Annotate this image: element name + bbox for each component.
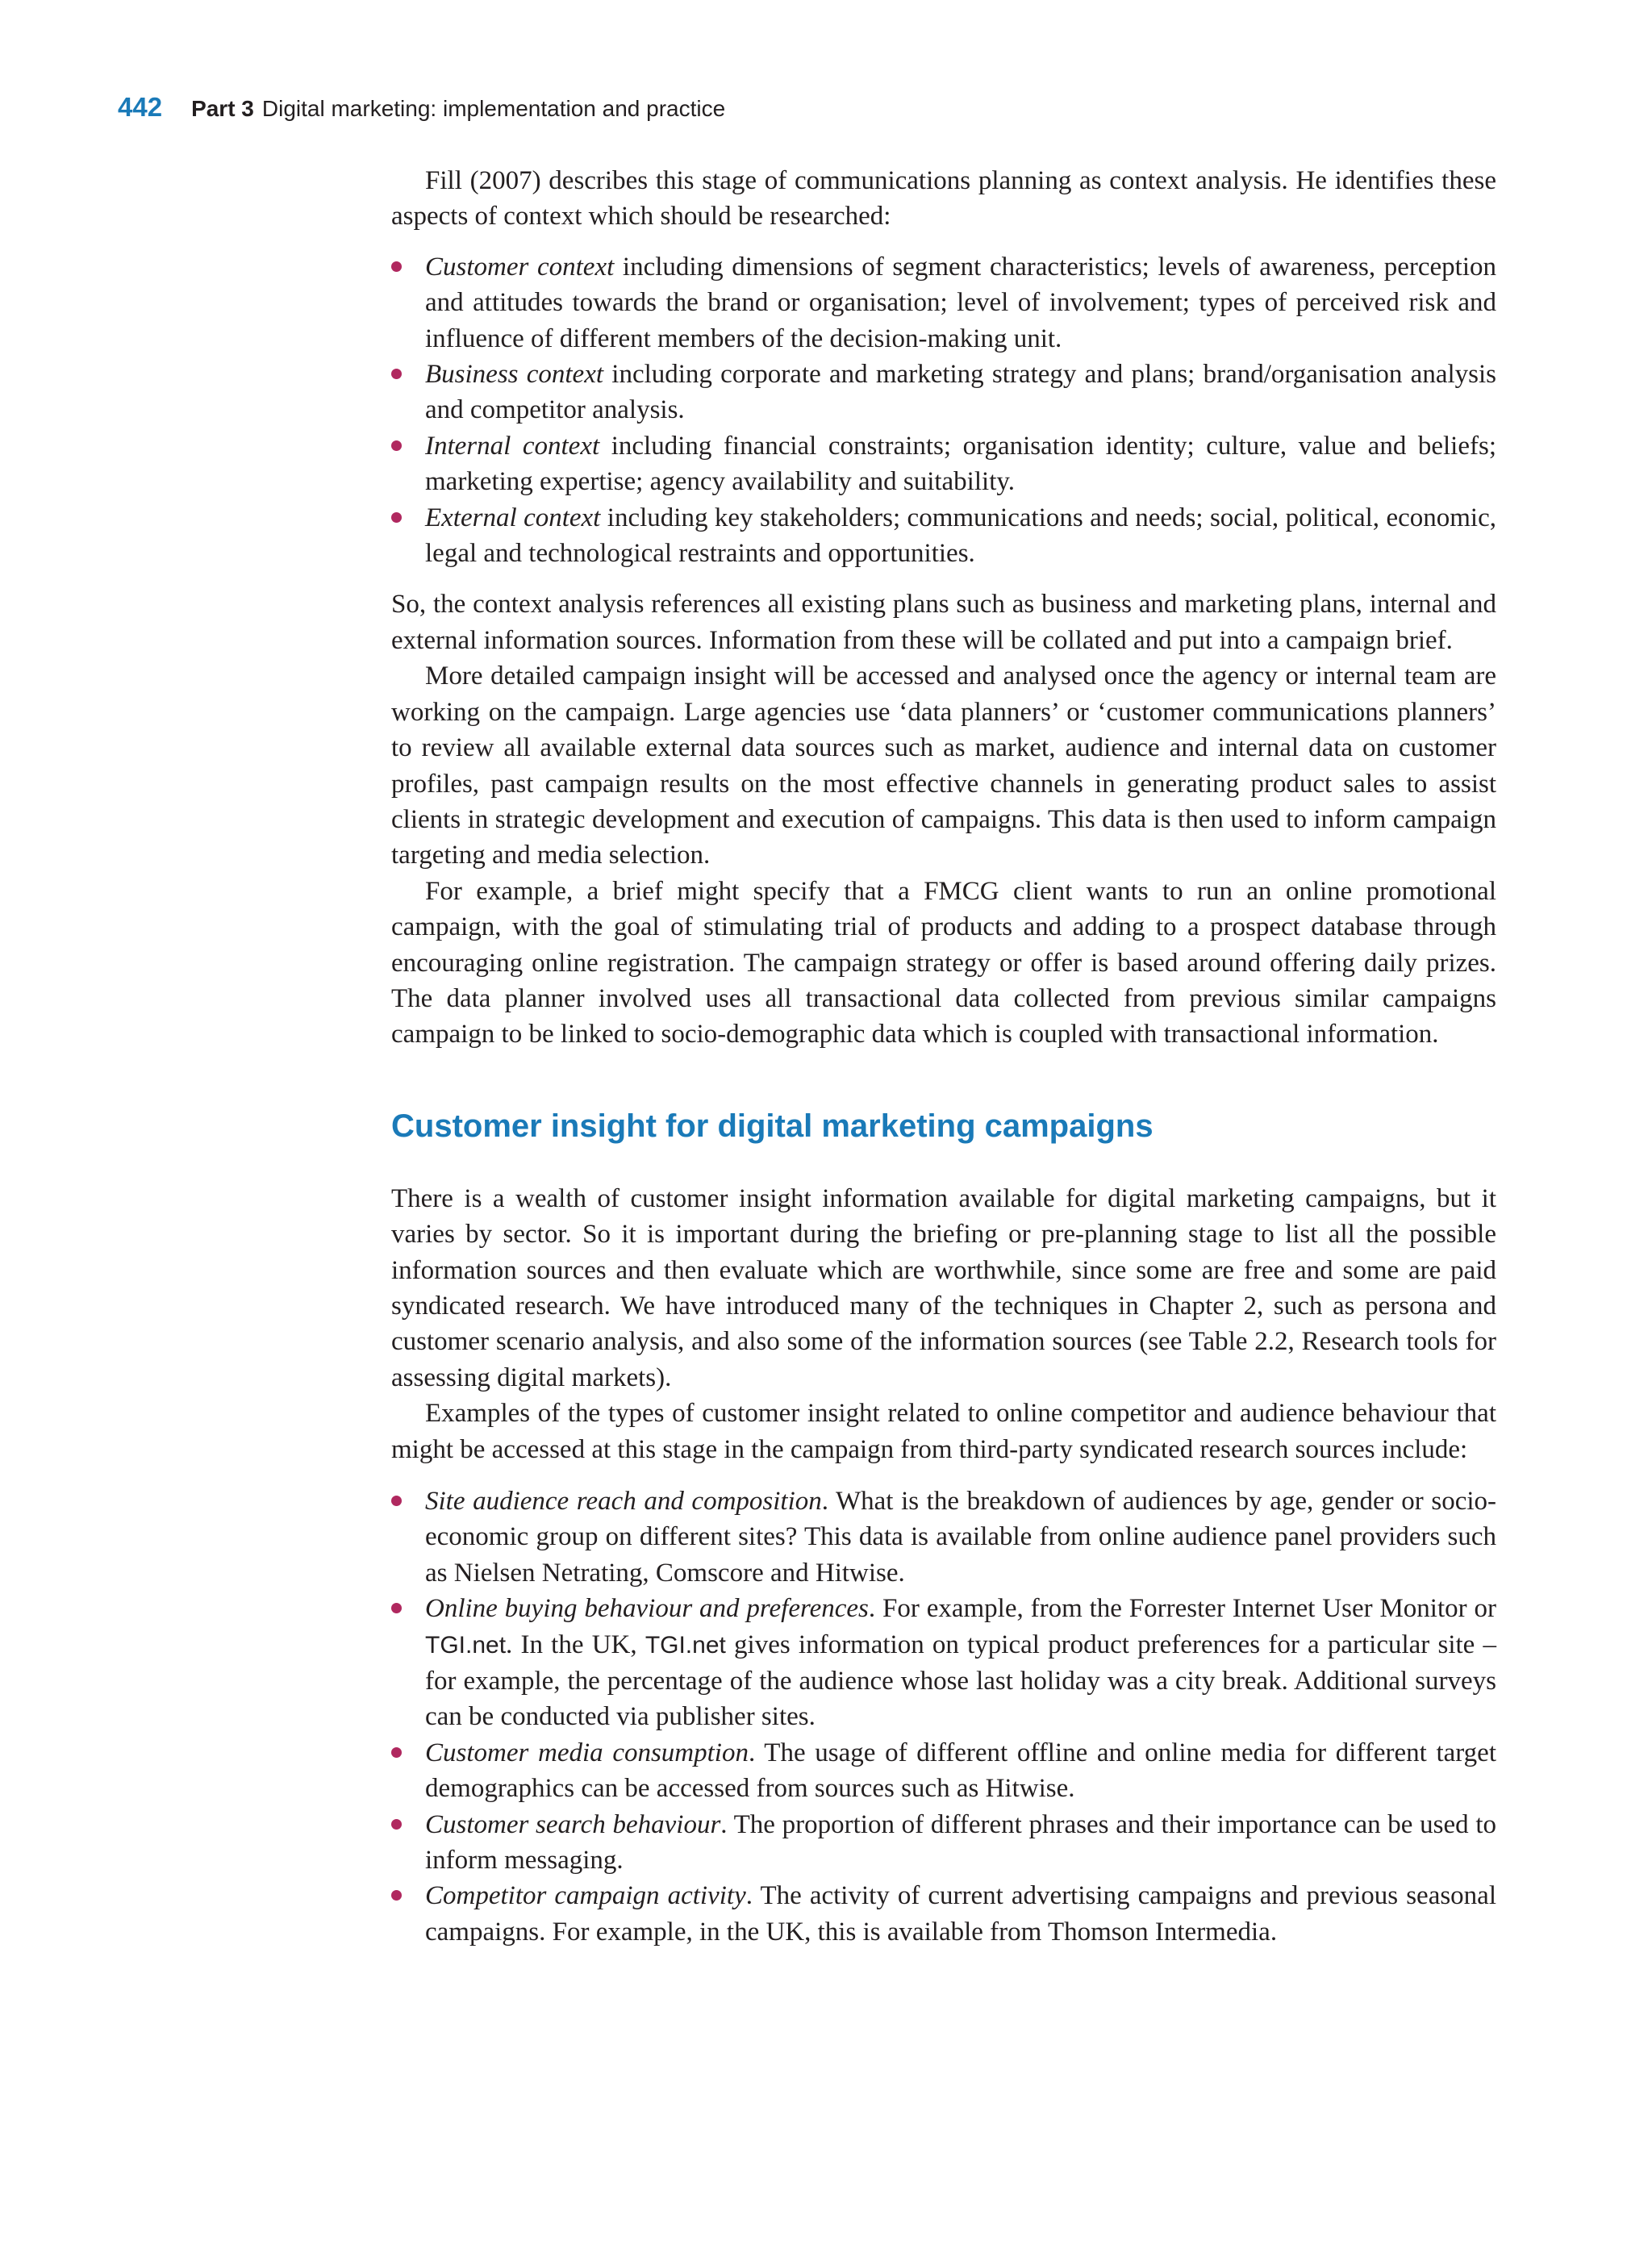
bullet-icon xyxy=(391,1890,402,1901)
list-item-text: . The usage of different offline and online media for different target demographics can be accessed from sources such as Hitwise. xyxy=(425,1738,1496,1804)
bullet-icon xyxy=(391,1819,402,1830)
bullet-icon xyxy=(391,261,402,272)
section-heading: Customer insight for digital marketing campaigns xyxy=(391,1108,1153,1144)
bullet-icon xyxy=(391,512,402,523)
insight-examples-paragraph: Examples of the types of customer insight related to online competitor and audience behaviour that might be accessed at this stage in the campaign from third-party syndicated research sources include: xyxy=(391,1399,1496,1464)
list-item-text: gives information on typical product preferences for a particular site – for example, the percentage of the audience whose last holiday was a city break. Additional surveys can be conducted via publisher sites. xyxy=(425,1630,1497,1732)
bullet-icon xyxy=(391,369,402,379)
part-title: Digital marketing: implementation and practice xyxy=(261,96,726,121)
list-item-text: . What is the breakdown of audiences by age, gender or socio-economic group on different sites? This data is available from online audience panel providers such as Nielsen Netrating, Comscore and Hitwise. xyxy=(425,1487,1496,1588)
list-item-term: Customer context xyxy=(425,252,615,282)
insight-types-list xyxy=(391,1483,1496,1950)
list-item-term: Internal context xyxy=(425,431,600,461)
context-aspects-list xyxy=(391,249,1496,572)
campaign-insight-paragraph: More detailed campaign insight will be accessed and analysed once the agency or internal team are working on the campaign. Large agencies use ‘data planners’ or ‘customer communications planners’ to review all available external data sources such as market, audience and internal data on customer profiles, past campaign results on the most effective channels in generating product sales to assist clients in strategic development and execution of campaigns. This data is then used to inform campaign targeting and media selection. xyxy=(391,661,1496,870)
list-item-term: Business context xyxy=(425,360,604,390)
page-number: 442 xyxy=(118,92,163,122)
list-item-term: Competitor campaign activity xyxy=(425,1881,746,1911)
list-item-term: Customer media consumption xyxy=(425,1738,749,1767)
tgi-net-reference: TGI.net xyxy=(645,1631,726,1659)
list-item xyxy=(391,1735,1496,1807)
list-item xyxy=(391,1591,1496,1735)
list-item xyxy=(391,1483,1496,1591)
list-item-text: including corporate and marketing strategy and plans; brand/organisation analysis and competitor analysis. xyxy=(425,360,1496,425)
bullet-icon xyxy=(391,1603,402,1613)
list-item-text: . For example, from the Forrester Internet User Monitor or xyxy=(868,1594,1496,1624)
body-text xyxy=(391,163,1496,1950)
list-item xyxy=(391,1807,1496,1879)
tgi-net-reference: TGI.net xyxy=(425,1631,507,1659)
list-item-term: External context xyxy=(425,503,601,532)
list-item-text: . The proportion of different phrases and their importance can be used to inform messaging. xyxy=(425,1809,1497,1876)
list-item-text: . The activity of current advertising campaigns and previous seasonal campaigns. For example, in the UK, this is available from Thomson Intermedia. xyxy=(425,1881,1496,1947)
list-item xyxy=(391,428,1496,500)
bullet-icon xyxy=(391,440,402,451)
fmcg-example-paragraph: For example, a brief might specify that a FMCG client wants to run an online promotional campaign, with the goal of stimulating trial of products and adding to a prospect database through encouraging online registration. The campaign strategy or offer is based around offering daily prizes. The data planner involved uses all transactional data collected from previous similar campaigns campaign to be linked to socio-demographic data which is coupled with transactional information. xyxy=(391,876,1496,1049)
intro-paragraph: Fill (2007) describes this stage of communications planning as context analysis. He identifies these aspects of context which should be researched: xyxy=(391,166,1496,232)
list-item xyxy=(391,357,1496,428)
list-item xyxy=(391,249,1496,357)
list-item-text: including key stakeholders; communications and needs; social, political, economic, legal and technological restraints and opportunities. xyxy=(425,503,1496,569)
list-item-term: Site audience reach and composition xyxy=(425,1487,822,1516)
list-item-text: . In the UK, xyxy=(506,1630,645,1659)
context-analysis-paragraph: So, the context analysis references all existing plans such as business and marketing plans, internal and external information sources. Information from these will be collated and put into a campaign brief. xyxy=(391,590,1496,655)
list-item-term: Customer search behaviour xyxy=(425,1809,721,1839)
list-item xyxy=(391,500,1496,572)
part-label: Part 3 xyxy=(191,96,254,121)
list-item-term: Online buying behaviour and preferences xyxy=(425,1594,869,1624)
list-item-text: including financial constraints; organisation identity; culture, value and beliefs; marketing expertise; agency availability and suitability. xyxy=(425,431,1496,497)
customer-insight-paragraph: There is a wealth of customer insight information available for digital marketing campaigns, but it varies by sector. So it is important during the briefing or pre-planning stage to list all the possible information sources and then evaluate which are worthwhile, since some are free and some are paid syndicated research. We have introduced many of the techniques in Chapter 2, such as persona and customer scenario analysis, and also some of the information sources (see Table 2.2, Research tools for assessing digital markets). xyxy=(391,1183,1496,1392)
bullet-icon xyxy=(391,1747,402,1758)
list-item xyxy=(391,1878,1496,1950)
running-head xyxy=(118,92,725,129)
list-item-text: including dimensions of segment characteristics; levels of awareness, perception and attitudes towards the brand or organisation; level of involvement; types of perceived risk and influence of different members of the decision-making unit. xyxy=(425,252,1496,353)
bullet-icon xyxy=(391,1496,402,1506)
